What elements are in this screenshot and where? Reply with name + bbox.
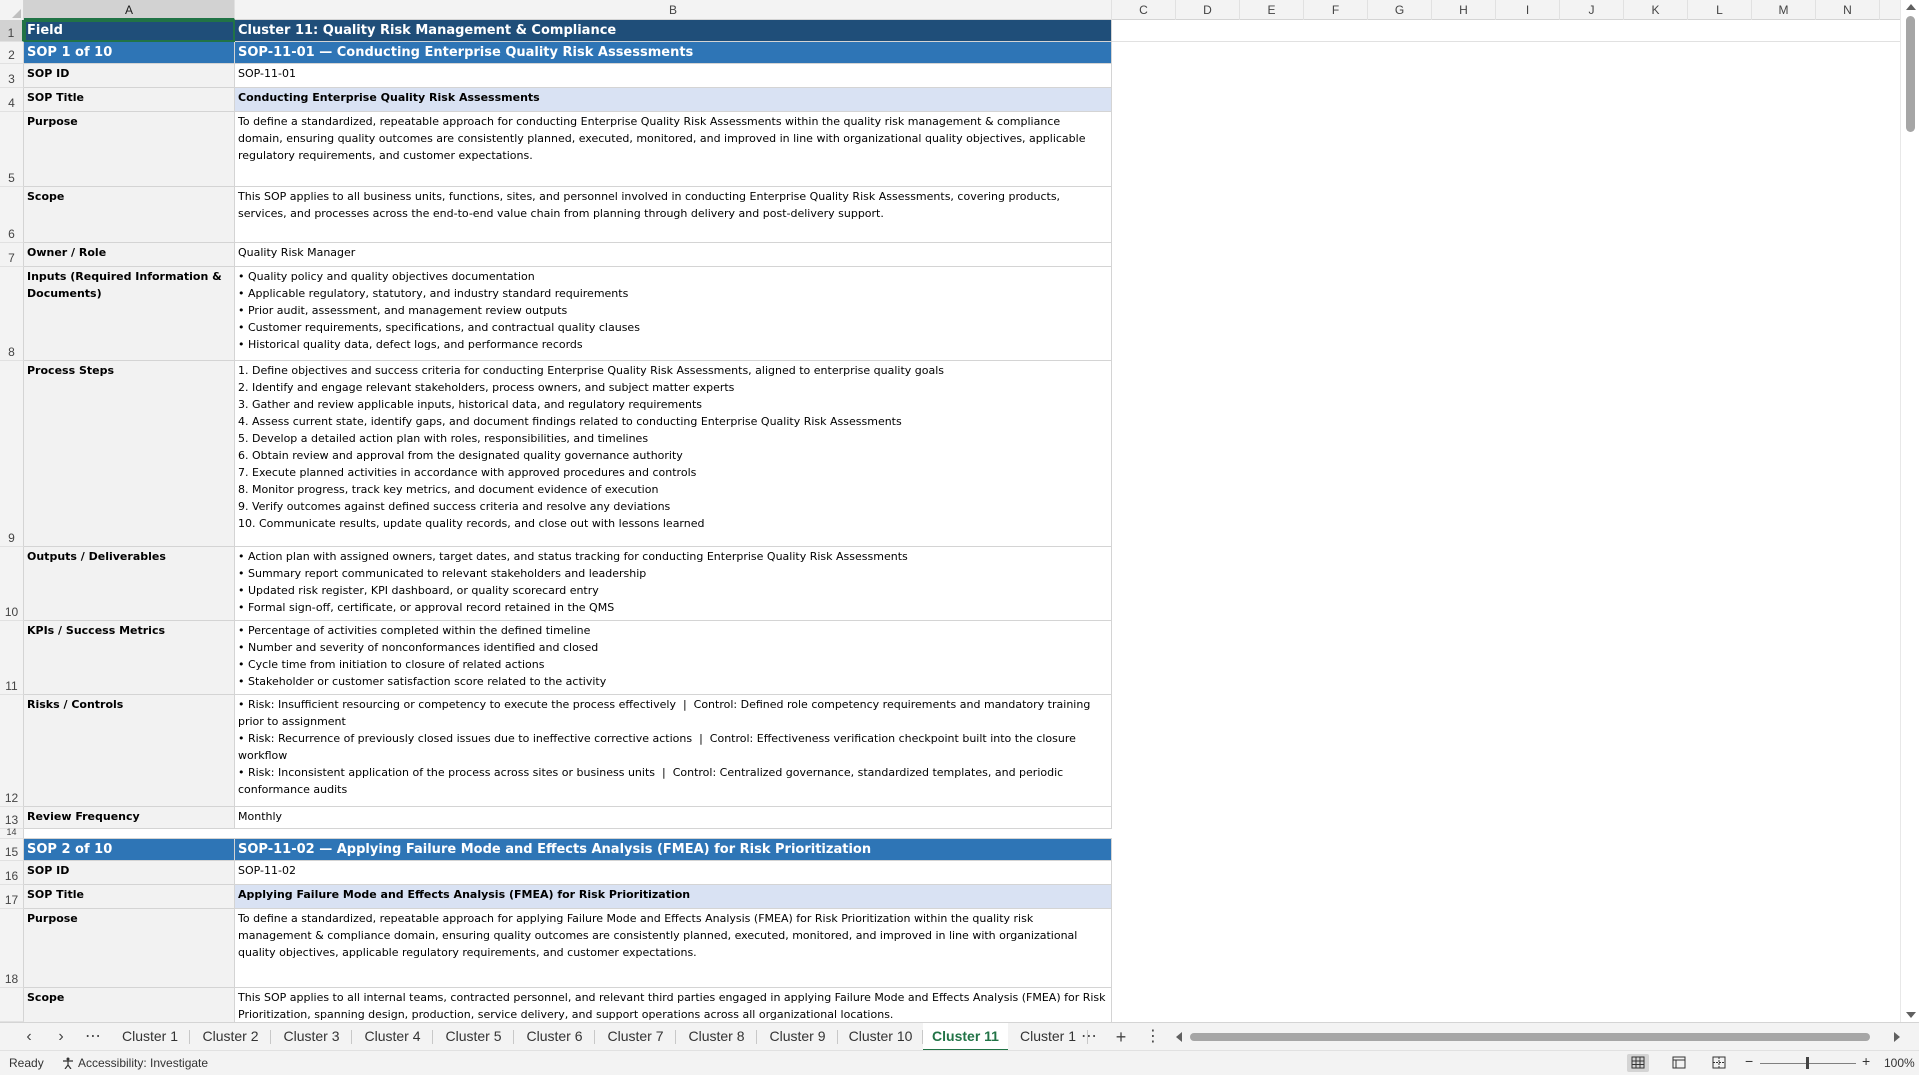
row-header[interactable]: [0, 988, 24, 1022]
column-header-k[interactable]: K: [1624, 0, 1688, 20]
cell-b18[interactable]: To define a standardized, repeatable approach for applying Failure Mode and Effects Analysis (FMEA) for Risk Prioritization within the quality risk management & compliance domain, ensuring quality outcomes are consistently planned, executed, monitored, and improved in line with organizational quality objectives, applicable regulatory requirements, and customer expectations.: [235, 909, 1112, 988]
row-header[interactable]: 14: [0, 829, 24, 839]
row-header[interactable]: 10: [0, 547, 24, 621]
cell-a15[interactable]: SOP 2 of 10: [24, 839, 235, 861]
column-header-a[interactable]: A: [24, 0, 235, 20]
cell-a12[interactable]: Risks / Controls: [24, 695, 235, 807]
sheet-tab-cluster-12[interactable]: Cluster 1: [1008, 1023, 1088, 1051]
sheet-tab-cluster-11[interactable]: Cluster 11: [923, 1023, 1008, 1051]
row-header[interactable]: 6: [0, 187, 24, 243]
row-header[interactable]: 4: [0, 88, 24, 112]
chevron-right-icon[interactable]: ›: [58, 1028, 64, 1045]
cell-b6[interactable]: This SOP applies to all business units, functions, sites, and personnel involved in conducting Enterprise Quality Risk Assessments, covering products, services, and processes across the end-to-end value chain from planning through delivery and post-delivery support.: [235, 187, 1112, 243]
status-bar: [0, 1050, 1919, 1075]
page-layout-icon: [1668, 1054, 1690, 1072]
row-header[interactable]: 11: [0, 621, 24, 695]
cell-b17[interactable]: Applying Failure Mode and Effects Analysis (FMEA) for Risk Prioritization: [235, 885, 1112, 909]
cell-b2[interactable]: SOP-11-01 — Conducting Enterprise Quality Risk Assessments: [235, 42, 1112, 64]
page-break-icon: [1708, 1054, 1730, 1072]
cell-b12[interactable]: • Risk: Insufficient resourcing or competency to execute the process effectively | Control: Defined role competency requirements and mandatory training prior to assignment • Risk: Recurrence of previously closed issues due to ineffective corrective actions | Control: Effectiveness verification checkpoint built into the closure workflow • Risk: Inconsistent application of the process across sites or business units | Control: Centralized governance, standardized templates, and periodic conformance audits: [235, 695, 1112, 807]
column-header-b[interactable]: B: [235, 0, 1112, 20]
column-header-h[interactable]: H: [1432, 0, 1496, 20]
column-header-g[interactable]: G: [1368, 0, 1432, 20]
cell-b13[interactable]: Monthly: [235, 807, 1112, 829]
column-header-bar: [0, 0, 1900, 20]
row-header[interactable]: 2: [0, 42, 24, 64]
cell-a19[interactable]: Scope: [24, 988, 235, 1022]
column-header-c[interactable]: C: [1112, 0, 1176, 20]
row-header[interactable]: 18: [0, 909, 24, 988]
sheet-tab-cluster-10[interactable]: Cluster 10: [838, 1023, 923, 1051]
row-header[interactable]: 17: [0, 885, 24, 909]
sheet-tab-cluster-9[interactable]: Cluster 9: [757, 1023, 838, 1051]
cell-b9[interactable]: 1. Define objectives and success criteria for conducting Enterprise Quality Risk Assessments, aligned to enterprise quality goals 2. Identify and engage relevant stakeholders, process owners, and subject matter experts 3. Gather and review applicable inputs, historical data, and regulatory requirements 4. Assess current state, identify gaps, and document findings related to conducting Enterprise Quality Risk Assessments 5. Develop a detailed action plan with roles, responsibilities, and timelines 6. Obtain review and approval from the designated quality governance authority 7. Execute planned activities in accordance with approved procedures and controls 8. Monitor progress, track key metrics, and document evidence of execution 9. Verify outcomes against defined success criteria and resolve any deviations 10. Communicate results, update quality records, and close out with lessons learned: [235, 361, 1112, 547]
vertical-scroll-thumb[interactable]: [1906, 16, 1915, 132]
horizontal-scrollbar[interactable]: [1176, 1030, 1900, 1044]
sheet-tab-cluster-2[interactable]: Cluster 2: [190, 1023, 271, 1051]
cell-a1[interactable]: Field: [24, 20, 235, 42]
vertical-scrollbar[interactable]: [1900, 0, 1919, 1022]
cell-a18[interactable]: Purpose: [24, 909, 235, 988]
zoom-slider-thumb[interactable]: [1806, 1057, 1809, 1069]
grid-icon: [1627, 1054, 1649, 1072]
chevron-left-icon[interactable]: ‹: [26, 1028, 32, 1045]
sheet-tab-cluster-4[interactable]: Cluster 4: [352, 1023, 433, 1051]
cell-a17[interactable]: SOP Title: [24, 885, 235, 909]
page-layout-button[interactable]: [1668, 1054, 1690, 1072]
cell-b19[interactable]: This SOP applies to all internal teams, contracted personnel, and relevant third parties engaged in applying Failure Mode and Effects Analysis (FMEA) for Risk Prioritization, spanning design, production, service delivery, and support operations across all organizational locations.: [235, 988, 1112, 1022]
cell-row-14[interactable]: [24, 829, 1112, 839]
sheet-tab-cluster-6[interactable]: Cluster 6: [514, 1023, 595, 1051]
cell-a6[interactable]: Scope: [24, 187, 235, 243]
row-header[interactable]: 3: [0, 64, 24, 88]
row-header[interactable]: 15: [0, 839, 24, 861]
cell-b15[interactable]: SOP-11-02 — Applying Failure Mode and Effects Analysis (FMEA) for Risk Prioritization: [235, 839, 1112, 861]
status-ready: Ready: [9, 1056, 44, 1070]
empty-cells[interactable]: [1112, 20, 1900, 42]
sheet-tab-bar: [0, 1022, 1919, 1050]
sheet-tab-cluster-3[interactable]: Cluster 3: [271, 1023, 352, 1051]
cell-a9[interactable]: Process Steps: [24, 361, 235, 547]
horizontal-scroll-thumb[interactable]: [1190, 1033, 1870, 1041]
cell-a11[interactable]: KPIs / Success Metrics: [24, 621, 235, 695]
row-header[interactable]: 13: [0, 807, 24, 829]
scroll-right-icon[interactable]: [1894, 1032, 1900, 1042]
accessibility-icon: [62, 1057, 74, 1069]
row-header[interactable]: 9: [0, 361, 24, 547]
column-header-j[interactable]: J: [1560, 0, 1624, 20]
row-header[interactable]: 7: [0, 243, 24, 267]
page-break-preview-button[interactable]: [1708, 1054, 1730, 1072]
sheet-tab-cluster-5[interactable]: Cluster 5: [433, 1023, 514, 1051]
scroll-down-icon[interactable]: [1906, 1012, 1916, 1018]
cell-b3[interactable]: SOP-11-01: [235, 64, 1112, 88]
zoom-in-icon[interactable]: +: [1862, 1053, 1871, 1069]
row-header[interactable]: 16: [0, 861, 24, 885]
column-header-d[interactable]: D: [1176, 0, 1240, 20]
accessibility-label: Accessibility: Investigate: [78, 1056, 209, 1070]
more-tabs-icon[interactable]: ⋯: [1081, 1028, 1097, 1045]
sheet-tab-cluster-8[interactable]: Cluster 8: [676, 1023, 757, 1051]
cell-b10[interactable]: • Action plan with assigned owners, target dates, and status tracking for conducting Enterprise Quality Risk Assessments • Summary report communicated to relevant stakeholders and leadership • Updated risk register, KPI dashboard, or quality scorecard entry • Formal sign-off, certificate, or approval record retained in the QMS: [235, 547, 1112, 621]
cell-a13[interactable]: Review Frequency: [24, 807, 235, 829]
column-header-e[interactable]: E: [1240, 0, 1304, 20]
cell-b5[interactable]: To define a standardized, repeatable approach for conducting Enterprise Quality Risk Assessments within the quality risk management & compliance domain, ensuring quality outcomes are consistently planned, executed, monitored, and improved in line with organizational quality objectives, applicable regulatory requirements, and customer expectations.: [235, 112, 1112, 187]
column-header-i[interactable]: I: [1496, 0, 1560, 20]
cell-a7[interactable]: Owner / Role: [24, 243, 235, 267]
row-header[interactable]: 1: [0, 20, 24, 42]
cell-b16[interactable]: SOP-11-02: [235, 861, 1112, 885]
cell-a2[interactable]: SOP 1 of 10: [24, 42, 235, 64]
cell-a10[interactable]: Outputs / Deliverables: [24, 547, 235, 621]
cell-a4[interactable]: SOP Title: [24, 88, 235, 112]
column-header-n[interactable]: N: [1816, 0, 1880, 20]
cell-b8[interactable]: • Quality policy and quality objectives documentation • Applicable regulatory, statutory, and industry standard requirements • Prior audit, assessment, and management review outputs • Customer requirements, specifications, and contractual quality clauses • Historical quality data, defect logs, and performance records: [235, 267, 1112, 361]
scroll-left-icon[interactable]: [1176, 1032, 1182, 1042]
normal-view-button[interactable]: [1627, 1054, 1649, 1072]
row-header[interactable]: 8: [0, 267, 24, 361]
column-header-m[interactable]: M: [1752, 0, 1816, 20]
cell-a16[interactable]: SOP ID: [24, 861, 235, 885]
cell-b7[interactable]: Quality Risk Manager: [235, 243, 1112, 267]
sheet-options-icon[interactable]: ⋮: [1145, 1028, 1161, 1045]
sheet-tab-cluster-7[interactable]: Cluster 7: [595, 1023, 676, 1051]
zoom-out-icon[interactable]: −: [1745, 1053, 1754, 1069]
scroll-up-icon[interactable]: [1906, 4, 1916, 10]
row-header[interactable]: 5: [0, 112, 24, 187]
cell-b1[interactable]: Cluster 11: Quality Risk Management & Compliance: [235, 20, 1112, 42]
sheet-tab-cluster-1[interactable]: Cluster 1: [110, 1023, 190, 1051]
cell-a5[interactable]: Purpose: [24, 112, 235, 187]
column-header-l[interactable]: L: [1688, 0, 1752, 20]
cell-b11[interactable]: • Percentage of activities completed within the defined timeline • Number and severity of nonconformances identified and closed • Cycle time from initiation to closure of related actions • Stakeholder or customer satisfaction score related to the activity: [235, 621, 1112, 695]
row-header[interactable]: 12: [0, 695, 24, 807]
add-sheet-icon[interactable]: +: [1115, 1027, 1127, 1047]
zoom-level[interactable]: 100%: [1884, 1056, 1915, 1070]
cell-a3[interactable]: SOP ID: [24, 64, 235, 88]
cell-a8[interactable]: Inputs (Required Information & Documents): [24, 267, 235, 361]
column-header-f[interactable]: F: [1304, 0, 1368, 20]
cell-b4[interactable]: Conducting Enterprise Quality Risk Assessments: [235, 88, 1112, 112]
select-all-button[interactable]: [0, 0, 24, 20]
more-sheets-icon[interactable]: ⋯: [85, 1028, 101, 1045]
accessibility-status[interactable]: [62, 1056, 208, 1070]
